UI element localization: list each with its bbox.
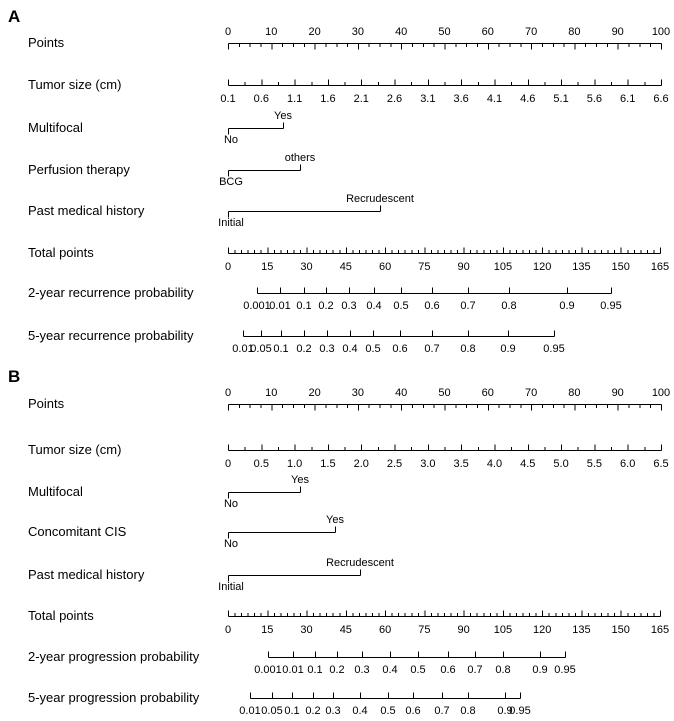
high-category-label: Yes [326,514,344,526]
row-label: 5-year recurrence probability [28,328,194,343]
row-past-medical-history-b [28,557,394,593]
low-category-label: No [223,498,239,510]
row-progression-5yr [28,690,531,717]
tick-label: 5.5 [586,458,603,470]
tick-label: 150 [611,261,630,273]
panel-A [8,7,670,355]
tick-label: 105 [493,624,513,636]
row-label: Total points [28,608,94,623]
tick-label: 60 [378,624,392,636]
tick-label: 0.95 [600,300,622,312]
tick-label: 1.6 [320,93,336,105]
tick-label: 0.3 [341,300,357,312]
tick-label: 0.01 [232,343,254,355]
low-category-label: BCG [219,176,243,188]
tick-label: 80 [568,387,581,399]
low-category-label: Initial [218,217,244,229]
tick-label: 100 [651,26,671,38]
tick-label: 60 [378,261,392,273]
row-points-a [28,26,670,50]
tick-label: 0.5 [365,343,381,355]
tick-label: 3.1 [420,93,436,105]
row-label: Points [28,396,65,411]
tick-label: 0.6 [253,93,269,105]
tick-label: 0.8 [460,705,476,717]
row-perfusion-therapy-a [28,152,316,188]
row-total-points-b [28,608,669,636]
tick-label: 0.95 [543,343,565,355]
tick-label: 0.1 [296,300,312,312]
tick-label: 4.0 [486,458,503,470]
tick-label: 30 [300,261,313,273]
tick-label: 0.01 [269,300,291,312]
tick-label: 100 [651,387,671,399]
tick-label: 20 [308,387,321,399]
high-category-label: Recrudescent [346,193,414,205]
minor-ticks [245,82,645,86]
tick-label: 0.05 [261,705,283,717]
row-recurrence-5yr [28,328,565,355]
high-category-label: others [284,152,316,164]
tick-label: 90 [611,26,624,38]
tick-label: 6.1 [620,93,636,105]
tick-label: 50 [438,26,451,38]
row-label: 2-year recurrence probability [28,285,194,300]
row-progression-2yr [28,649,576,676]
tick-label: 0.05 [250,343,272,355]
row-points-b [28,387,670,411]
tick-label: 2.1 [353,93,369,105]
tick-label: 6.6 [653,93,669,105]
low-category-label: No [223,134,239,146]
tick-label: 0.1 [220,93,236,105]
tick-label: 60 [481,26,494,38]
tick-label: 0 [224,624,232,636]
tick-label: 30 [351,26,365,38]
tick-label: 0.95 [509,705,531,717]
tick-label: 40 [395,387,408,399]
row-tumor-size-a [28,77,669,105]
panel-letter: B [8,367,21,386]
tick-label: 0.01 [239,705,261,717]
tick-label: 0.6 [424,300,440,312]
tick-label: 0.2 [318,300,334,312]
tick-label: 1.5 [320,458,336,470]
low-category-label: No [223,538,239,550]
tick-label: 15 [261,261,274,273]
tick-label: 3.0 [420,458,436,470]
tick-label: 4.6 [520,93,536,105]
tick-label: 6.5 [653,458,669,470]
tick-label: 0.8 [460,343,476,355]
tick-label: 0.5 [393,300,409,312]
tick-label: 0.7 [460,300,476,312]
tick-label: 0.1 [284,705,300,717]
tick-label: 0 [224,458,232,470]
tick-label: 0.001 [243,300,271,312]
high-category-label: Yes [274,110,292,122]
tick-label: 75 [418,624,431,636]
tick-label: 0.1 [307,664,323,676]
low-category-label: Initial [218,581,244,593]
minor-ticks [235,613,654,617]
tick-label: 90 [611,387,624,399]
high-category-label: Yes [291,474,309,486]
tick-label: 90 [457,624,470,636]
row-label: 2-year progression probability [28,649,200,664]
tick-label: 0.4 [382,664,398,676]
tick-label: 40 [395,26,408,38]
tick-label: 0 [224,261,232,273]
tick-label: 1.0 [286,458,303,470]
tick-label: 165 [650,261,670,273]
row-label: 5-year progression probability [28,690,200,705]
row-tumor-size-b [28,442,669,470]
tick-label: 15 [261,624,274,636]
tick-label: 135 [572,624,591,636]
row-label: Points [28,35,65,50]
tick-label: 5.6 [586,93,603,105]
tick-label: 45 [339,624,352,636]
tick-label: 0.5 [253,458,269,470]
tick-label: 2.6 [386,93,403,105]
tick-label: 0.2 [329,664,345,676]
tick-label: 120 [533,624,552,636]
tick-label: 0.2 [296,343,312,355]
tick-label: 165 [650,624,670,636]
panel-B [8,367,670,717]
tick-label: 5.0 [553,458,569,470]
tick-label: 0.7 [467,664,483,676]
row-label: Tumor size (cm) [28,77,122,92]
tick-label: 0.1 [273,343,289,355]
tick-label: 30 [300,624,313,636]
row-label: Total points [28,245,94,260]
tick-label: 50 [438,387,451,399]
tick-label: 150 [611,624,630,636]
tick-label: 0.6 [405,705,421,717]
row-label: Tumor size (cm) [28,442,122,457]
row-label: Multifocal [28,120,83,135]
tick-label: 5.1 [553,93,569,105]
tick-label: 45 [339,261,352,273]
row-concomitant-cis-b [28,514,344,550]
tick-label: 0.6 [392,343,408,355]
tick-label: 1.1 [286,93,303,105]
tick-label: 0.9 [532,664,548,676]
tick-label: 0.8 [501,300,517,312]
tick-label: 105 [493,261,513,273]
tick-label: 0.4 [352,705,368,717]
panel-letter: A [8,7,21,26]
tick-label: 3.5 [453,458,469,470]
tick-label: 4.1 [486,93,503,105]
row-multifocal-b [28,474,309,510]
tick-label: 30 [351,387,365,399]
tick-label: 135 [572,261,591,273]
tick-label: 0.3 [354,664,370,676]
tick-label: 0.4 [366,300,382,312]
tick-label: 2.0 [353,458,369,470]
tick-label: 0.5 [410,664,426,676]
tick-label: 70 [524,26,538,38]
row-recurrence-2yr [28,285,622,312]
tick-label: 80 [568,26,581,38]
row-label: Past medical history [28,203,145,218]
row-label: Past medical history [28,567,145,582]
row-multifocal-a [28,110,292,146]
tick-label: 10 [265,387,278,399]
row-label: Concomitant CIS [28,524,127,539]
tick-label: 6.0 [620,458,636,470]
tick-label: 0.6 [440,664,456,676]
tick-label: 0 [224,26,232,38]
tick-label: 0.3 [319,343,335,355]
tick-label: 10 [265,26,278,38]
tick-label: 0.7 [424,343,440,355]
tick-label: 0.8 [495,664,511,676]
tick-label: 0.95 [554,664,576,676]
tick-label: 4.5 [520,458,536,470]
tick-label: 0.001 [254,664,282,676]
high-category-label: Recrudescent [326,557,394,569]
tick-label: 120 [533,261,552,273]
minor-ticks [235,250,654,254]
tick-label: 0.4 [342,343,358,355]
tick-label: 70 [524,387,538,399]
tick-label: 20 [308,26,321,38]
tick-label: 0.9 [497,705,513,717]
row-past-medical-history-a [28,193,414,229]
tick-label: 0.7 [434,705,450,717]
tick-label: 90 [457,261,470,273]
tick-label: 0.01 [282,664,304,676]
minor-ticks [245,447,645,451]
tick-label: 0 [224,387,232,399]
tick-label: 75 [418,261,431,273]
row-label: Multifocal [28,484,83,499]
tick-label: 3.6 [453,93,469,105]
tick-label: 0.5 [380,705,396,717]
tick-label: 0.2 [305,705,321,717]
tick-label: 0.3 [325,705,341,717]
tick-label: 2.5 [386,458,403,470]
tick-label: 60 [481,387,494,399]
tick-label: 0.9 [559,300,575,312]
tick-label: 0.9 [500,343,516,355]
row-total-points-a [28,245,669,273]
row-label: Perfusion therapy [28,162,130,177]
